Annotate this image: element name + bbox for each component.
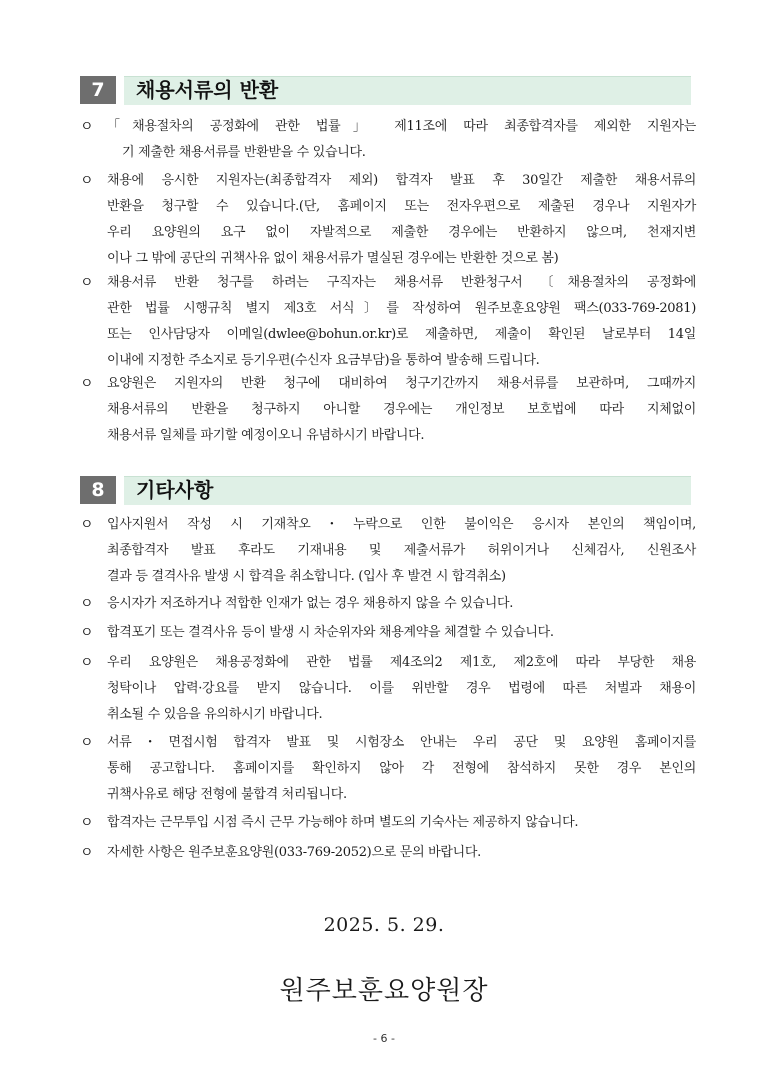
item-text-line: 자세한 사항은 원주보훈요양원(033-769-2052)으로 문의 바랍니다.	[107, 845, 482, 860]
section-8-header	[80, 476, 691, 504]
bullet-marker: ㅇ	[80, 735, 94, 751]
item-text-line: 요양원은 지원자의 반환 청구에 대비하여 청구기간까지 채용서류를 보관하며, 그때까지	[107, 376, 696, 391]
section-number: 7	[80, 76, 116, 104]
list-item	[80, 168, 696, 272]
item-text-line: 이내에 지정한 주소지로 등기우편(수신자 요금부담)을 통하여 발송해 드립니다.	[107, 353, 540, 368]
item-text-line: 채용서류 일체를 파기할 예정이오니 유념하시기 바랍니다.	[107, 428, 425, 443]
document-date: 2025. 5. 29.	[323, 914, 445, 936]
item-text-line: 기 제출한 채용서류를 반환받을 수 있습니다.	[122, 145, 366, 160]
item-text-line: 서류・면접시험 합격자 발표 및 시험장소 안내는 우리 공단 및 요양원 홈페이지를	[107, 735, 696, 750]
bullet-marker: ㅇ	[80, 625, 94, 641]
item-text-line: 우리 요양원의 요구 없이 자발적으로 제출한 경우에는 반환하지 않으며, 천재지변	[107, 225, 696, 240]
bullet-marker: ㅇ	[80, 173, 94, 189]
bullet-marker: ㅇ	[80, 655, 94, 671]
list-item	[80, 371, 696, 449]
page-number: - 6 -	[373, 1032, 395, 1045]
item-text-line: 취소될 수 있음을 유의하시기 바랍니다.	[107, 707, 323, 722]
list-item	[80, 114, 696, 166]
list-item	[80, 810, 696, 836]
item-text-line: 채용서류의 반환을 청구하지 아니할 경우에는 개인정보 보호법에 따라 지체없이	[107, 402, 696, 417]
item-text-line: 관한 법률 시행규칙 별지 제3호 서식〕를 작성하여 원주보훈요양원 팩스(033-769-2081)	[107, 301, 696, 316]
item-text-line: 응시자가 저조하거나 적합한 인재가 없는 경우 채용하지 않을 수 있습니다.	[107, 596, 514, 611]
item-text-line: 입사지원서 작성 시 기재착오・누락으로 인한 불이익은 응시자 본인의 책임이며,	[107, 517, 696, 532]
item-text-line: 「채용절차의 공정화에 관한 법률」 제11조에 따라 최종합격자를 제외한 지원자는	[107, 119, 696, 134]
item-text-line: 결과 등 결격사유 발생 시 합격을 취소합니다. (입사 후 발견 시 합격취소)	[107, 569, 506, 584]
item-text-line: 반환을 청구할 수 있습니다.(단, 홈페이지 또는 전자우편으로 제출된 경우나 지원자가	[107, 199, 696, 214]
list-item	[80, 591, 696, 617]
list-item	[80, 512, 696, 590]
item-text-line: 청탁이나 압력·강요를 받지 않습니다. 이를 위반할 경우 법령에 따른 처벌과 채용이	[107, 681, 696, 696]
bullet-marker: ㅇ	[80, 275, 94, 291]
bullet-marker: ㅇ	[80, 376, 94, 392]
list-item	[80, 270, 696, 374]
list-item	[80, 840, 696, 866]
bullet-marker: ㅇ	[80, 596, 94, 612]
item-text-line: 채용에 응시한 지원자는(최종합격자 제외) 합격자 발표 후 30일간 제출한 채용서류의	[107, 173, 696, 188]
item-text-line: 귀책사유로 해당 전형에 불합격 처리됩니다.	[107, 787, 347, 802]
bullet-marker: ㅇ	[80, 815, 94, 831]
item-text-line: 최종합격자 발표 후라도 기재내용 및 제출서류가 허위이거나 신체검사, 신원조사	[107, 543, 696, 558]
list-item	[80, 730, 696, 808]
section-title: 채용서류의 반환	[136, 78, 279, 102]
section-number: 8	[80, 476, 116, 504]
section-7-header	[80, 76, 691, 104]
bullet-marker: ㅇ	[80, 119, 94, 135]
item-text-line: 채용서류 반환 청구를 하려는 구직자는 채용서류 반환청구서 〔채용절차의 공정화에	[107, 275, 696, 290]
item-text-line: 통해 공고합니다. 홈페이지를 확인하지 않아 각 전형에 참석하지 못한 경우 본인의	[107, 761, 696, 776]
item-text-line: 우리 요양원은 채용공정화에 관한 법률 제4조의2 제1호, 제2호에 따라 부당한 채용	[107, 655, 696, 670]
item-text-line: 이나 그 밖에 공단의 귀책사유 없이 채용서류가 멸실된 경우에는 반환한 것으로 봄)	[107, 251, 559, 266]
bullet-marker: ㅇ	[80, 517, 94, 533]
list-item	[80, 650, 696, 728]
item-text-line: 또는 인사담당자 이메일(dwlee@bohun.or.kr)로 제출하면, 제출이 확인된 날로부터 14일	[107, 327, 696, 342]
bullet-marker: ㅇ	[80, 845, 94, 861]
list-item	[80, 620, 696, 646]
issuer-signature: 원주보훈요양원장	[279, 976, 489, 1006]
item-text-line: 합격포기 또는 결격사유 등이 발생 시 차순위자와 채용계약을 체결할 수 있습니다.	[107, 625, 554, 640]
item-text-line: 합격자는 근무투입 시점 즉시 근무 가능해야 하며 별도의 기숙사는 제공하지 않습니다.	[107, 815, 579, 830]
section-title: 기타사항	[136, 478, 214, 502]
